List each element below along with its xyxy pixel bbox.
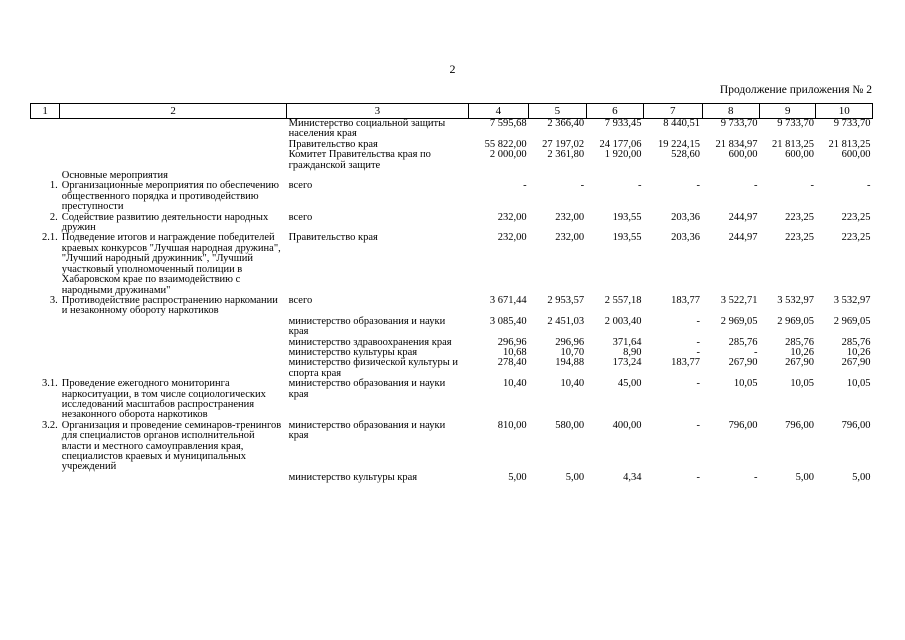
value-cell: - xyxy=(638,180,642,192)
value-cell: 400,00 xyxy=(612,419,642,431)
executor: Правительство края xyxy=(288,232,378,244)
value-cell xyxy=(468,171,529,181)
value-cell: - xyxy=(696,336,701,348)
value-cell: 371,64 xyxy=(612,336,642,348)
value-cell: 2 557,18 xyxy=(604,294,642,306)
value-cell: 285,76 xyxy=(728,336,758,348)
column-header: 9 xyxy=(760,104,816,119)
value-cell: 9 733,70 xyxy=(777,118,814,129)
executor: министерство образования и науки края xyxy=(288,378,446,400)
value-cell: 5,00 xyxy=(795,471,814,483)
column-header: 7 xyxy=(644,104,702,119)
table-row xyxy=(31,338,873,348)
measure-name: Содействие развитию деятельности народных дружин xyxy=(61,211,269,234)
value-cell: 2 969,05 xyxy=(720,315,758,327)
table-row xyxy=(31,213,873,234)
value-cell: 10,05 xyxy=(733,378,758,390)
value-cell: 3 522,71 xyxy=(720,294,758,306)
value-cell: 4,34 xyxy=(623,471,642,483)
column-header: 1 xyxy=(31,104,60,119)
executor: Министерство социальной защиты населения края xyxy=(288,118,446,140)
row-index xyxy=(31,317,60,338)
value-cell: 10,26 xyxy=(846,346,871,358)
measure-name: Проведение ежегодного мониторинга наркоситуации, в том числе социологических исследований масштабов распространения незаконного оборота наркотиков xyxy=(61,378,266,421)
value-cell: - xyxy=(754,471,758,483)
table-row xyxy=(31,181,873,212)
value-cell: 45,00 xyxy=(617,378,642,390)
value-cell: - xyxy=(696,346,701,358)
value-cell: 203,36 xyxy=(671,211,701,223)
value-cell xyxy=(702,171,759,181)
row-index: 3.1. xyxy=(41,378,58,390)
value-cell: 8 440,51 xyxy=(663,118,701,129)
value-cell: 244,97 xyxy=(728,232,758,244)
value-cell: 3 085,40 xyxy=(489,315,527,327)
value-cell: 796,00 xyxy=(841,419,871,431)
value-cell: 5,00 xyxy=(565,471,585,483)
value-cell: 267,90 xyxy=(841,357,871,369)
value-cell: 3 532,97 xyxy=(833,294,871,306)
value-cell: 600,00 xyxy=(728,149,758,161)
measure-name xyxy=(60,348,287,358)
measure-name: Организационные мероприятия по обеспечению общественного порядка и противодействию преступности xyxy=(61,180,280,213)
measure-name: Основные мероприятия xyxy=(61,170,168,182)
value-cell: 24 177,06 xyxy=(599,138,642,150)
value-cell: 10,40 xyxy=(502,378,527,390)
executor: министерство здравоохранения края xyxy=(288,336,452,348)
table-row xyxy=(31,421,873,473)
value-cell: 19 224,15 xyxy=(658,138,701,150)
row-index xyxy=(31,338,60,348)
value-cell: 296,96 xyxy=(497,336,527,348)
table-row xyxy=(31,296,873,317)
value-cell: 5,00 xyxy=(508,471,527,483)
value-cell: 796,00 xyxy=(728,419,758,431)
value-cell: 2 969,05 xyxy=(777,315,814,327)
row-index xyxy=(31,358,60,379)
value-cell: 2 953,57 xyxy=(547,294,585,306)
value-cell: 9 733,70 xyxy=(720,118,758,129)
value-cell: 600,00 xyxy=(841,149,871,161)
value-cell: - xyxy=(696,419,701,431)
value-cell: 232,00 xyxy=(497,232,527,244)
executor: министерство образования и науки края xyxy=(288,315,446,338)
value-cell xyxy=(644,171,702,181)
column-header: 10 xyxy=(816,104,873,119)
value-cell: 223,25 xyxy=(841,211,871,223)
value-cell: 194,88 xyxy=(555,357,585,369)
value-cell: - xyxy=(696,315,701,327)
executor: министерство образования и науки края xyxy=(288,419,446,442)
value-cell: - xyxy=(580,180,585,192)
value-cell: 810,00 xyxy=(497,419,527,431)
table-row xyxy=(31,233,873,295)
executor: всего xyxy=(288,180,313,192)
measure-name xyxy=(60,317,287,338)
table-body xyxy=(31,119,873,484)
value-cell: 285,76 xyxy=(785,336,814,348)
executor: Правительство края xyxy=(288,138,378,150)
value-cell: - xyxy=(696,471,701,483)
value-cell: 183,77 xyxy=(671,357,701,369)
column-header: 5 xyxy=(529,104,586,119)
value-cell: 10,05 xyxy=(846,378,871,390)
value-cell: 5,00 xyxy=(852,471,871,483)
row-index xyxy=(31,473,60,483)
row-index: 2.1. xyxy=(41,232,58,244)
measure-name xyxy=(60,473,287,483)
value-cell: 2 969,05 xyxy=(833,315,871,327)
measure-name xyxy=(60,338,287,348)
value-cell: 244,97 xyxy=(728,211,758,223)
row-index: 2. xyxy=(49,211,58,223)
value-cell: - xyxy=(523,180,527,192)
row-index xyxy=(31,348,60,358)
value-cell: 193,55 xyxy=(612,232,642,244)
table-row xyxy=(31,379,873,421)
value-cell: 9 733,70 xyxy=(833,118,871,129)
value-cell: 21 813,25 xyxy=(771,138,814,150)
table-row xyxy=(31,317,873,338)
table-row xyxy=(31,150,873,171)
value-cell: 193,55 xyxy=(612,211,642,223)
value-cell xyxy=(529,171,586,181)
value-cell: - xyxy=(754,346,758,358)
value-cell: 223,25 xyxy=(785,211,814,223)
column-header: 4 xyxy=(468,104,529,119)
measure-name xyxy=(60,150,287,171)
executor xyxy=(287,171,469,181)
value-cell: 7 595,68 xyxy=(489,118,527,129)
value-cell: 10,40 xyxy=(560,378,585,390)
row-index xyxy=(31,150,60,171)
value-cell: 296,96 xyxy=(555,336,585,348)
value-cell: - xyxy=(696,180,701,192)
measure-name: Подведение итогов и награждение победителей краевых конкурсов "Лучшая народная дружина", "Лучший народный дружинник", "Лучший участковый уполномоченный полиции в Хабаровском крае по взаимодействию с народными дружинами" xyxy=(61,232,281,296)
value-cell: 173,24 xyxy=(612,357,642,369)
row-index: 1. xyxy=(49,180,58,192)
value-cell: 278,40 xyxy=(497,357,527,369)
value-cell: 285,76 xyxy=(841,336,871,348)
value-cell: - xyxy=(696,378,701,390)
value-cell: 55 822,00 xyxy=(484,138,527,150)
continuation-label: Продолжение приложения № 2 xyxy=(719,84,872,96)
value-cell: 580,00 xyxy=(555,419,585,431)
value-cell: 796,00 xyxy=(785,419,814,431)
value-cell: 2 361,80 xyxy=(547,149,585,161)
column-header: 2 xyxy=(60,104,287,119)
value-cell: - xyxy=(754,180,758,192)
value-cell xyxy=(816,171,873,181)
value-cell: 7 933,45 xyxy=(604,118,642,129)
measure-name xyxy=(60,119,287,140)
value-cell: 2 451,03 xyxy=(547,315,585,327)
table-row xyxy=(31,473,873,483)
value-cell: 232,00 xyxy=(555,211,585,223)
value-cell: 10,05 xyxy=(790,378,814,390)
value-cell: 267,90 xyxy=(728,357,758,369)
value-cell: - xyxy=(867,180,871,192)
executor: всего xyxy=(288,294,313,306)
value-cell: 223,25 xyxy=(785,232,814,244)
column-header: 3 xyxy=(287,104,469,119)
table-row xyxy=(31,358,873,379)
value-cell: 2 366,40 xyxy=(547,118,585,129)
value-cell xyxy=(586,171,643,181)
value-cell: 2 000,00 xyxy=(489,149,527,161)
executor: министерство физической культуры и спорта края xyxy=(288,357,459,379)
value-cell: 3 532,97 xyxy=(777,294,814,306)
value-cell: 8,90 xyxy=(623,346,642,358)
header-row xyxy=(31,104,873,119)
column-header: 6 xyxy=(586,104,643,119)
value-cell: 267,90 xyxy=(785,357,814,369)
value-cell: 1 920,00 xyxy=(604,149,642,161)
value-cell: 21 813,25 xyxy=(828,138,871,150)
row-index: 3. xyxy=(49,294,58,306)
value-cell: 2 003,40 xyxy=(604,315,642,327)
row-index xyxy=(31,119,60,140)
table-row xyxy=(31,119,873,140)
measure-name xyxy=(60,358,287,379)
measure-name xyxy=(60,140,287,150)
executor: Комитет Правительства края по гражданской защите xyxy=(288,149,431,171)
executor: всего xyxy=(288,211,313,223)
row-index: 3.2. xyxy=(41,419,58,431)
budget-table xyxy=(30,103,873,483)
row-index xyxy=(31,140,60,150)
value-cell: 10,68 xyxy=(502,346,527,358)
value-cell: 232,00 xyxy=(497,211,527,223)
value-cell: 10,70 xyxy=(560,346,585,358)
value-cell: 223,25 xyxy=(841,232,871,244)
value-cell xyxy=(760,171,816,181)
value-cell: 27 197,02 xyxy=(542,138,585,150)
value-cell: 21 834,97 xyxy=(715,138,758,150)
column-header: 8 xyxy=(702,104,759,119)
page-number: 2 xyxy=(449,62,456,76)
value-cell: 3 671,44 xyxy=(489,294,527,306)
executor: министерство культуры края xyxy=(288,471,418,483)
measure-name: Противодействие распространению наркомании и незаконному обороту наркотиков xyxy=(61,294,278,317)
value-cell: - xyxy=(810,180,814,192)
value-cell: 232,00 xyxy=(555,232,585,244)
value-cell: 183,77 xyxy=(671,294,701,306)
value-cell: 600,00 xyxy=(785,149,814,161)
measure-name: Организация и проведение семинаров-тренингов для специалистов органов исполнительной власти и местного самоуправления края, специалистов краевых и муниципальных учреждений xyxy=(61,419,282,473)
value-cell: 203,36 xyxy=(671,232,701,244)
executor: министерство культуры края xyxy=(288,346,418,358)
value-cell: 10,26 xyxy=(790,346,814,358)
value-cell: 528,60 xyxy=(671,149,701,161)
